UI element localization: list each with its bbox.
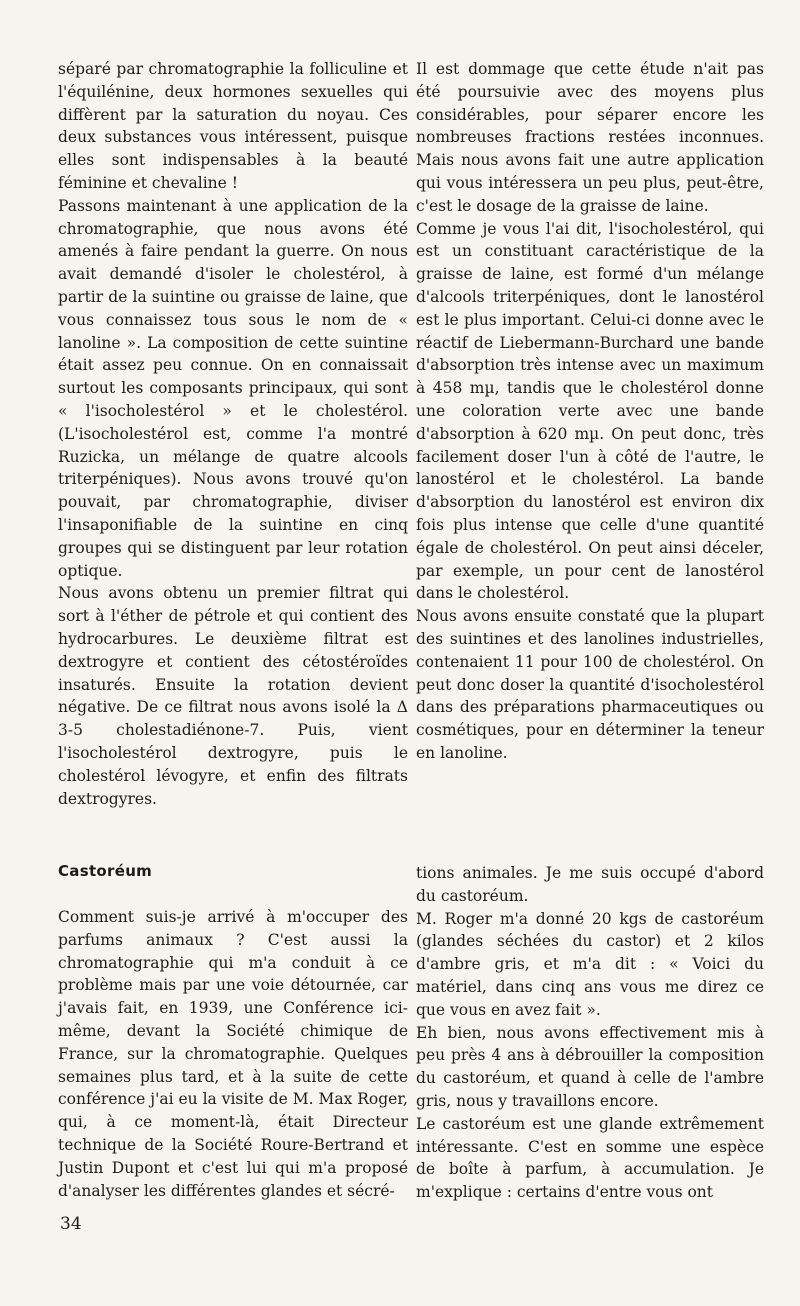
top-right-column [416,58,764,765]
paragraph: Eh bien, nous avons effectivement mis à peu près 4 ans à débrouiller la composition du castoréum, et quand à celle de l'ambre gris, nous y travaillons encore. [416,1023,764,1110]
section-heading: Castoréum [58,862,153,880]
paragraph: Comme je vous l'ai dit, l'isocholestérol, qui est un constituant caractéristique de la graisse de laine, est formé d'un mélange d'alcools triterpéniques, dont le lanostérol est le plus important. Celui-ci donne avec le réactif de Liebermann-Burchard une bande d'absorption très intense avec un maximum à 458 mµ, tandis que le cholestérol donne une coloration verte avec une bande d'absorption à 620 mµ. On peut donc, très facilement doser l'un à côté de l'autre, le lanostérol et le cholestérol. La bande d'absorption du lanostérol est environ dix fois plus intense que celle d'une quantité égale de cholestérol. On peut ainsi déceler, par exemple, un pour cent de lanostérol dans le cholestérol. [416,219,764,603]
paragraph: séparé par chromatographie la folliculine et l'équilénine, deux hormones sexuelles qui diffèrent par la saturation du noyau. Ces deux substances vous intéressent, puisque elles sont indispensables à la beauté féminine et chevaline ! [58,60,408,192]
paragraph: M. Roger m'a donné 20 kgs de castoréum (glandes séchées du castor) et 2 kilos d'ambre gris, et m'a dit : « Voici du matériel, dans cinq ans vous me direz ce que vous en avez fait ». [416,909,764,1019]
page-number: 34 [60,1214,82,1234]
paragraph: Nous avons obtenu un premier filtrat qui sort à l'éther de pétrole et qui contient des hydrocarbures. Le deuxième filtrat est dextrogyre et contient des cétostéroïdes insaturés. Ensuite la rotation devient négative. De ce filtrat nous avons isolé la Δ 3-5 cholestadiénone-7. Puis, vient l'isocholestérol dextrogyre, puis le cholestérol lévogyre, et enfin des filtrats dextrogyres. [58,584,408,808]
paragraph: Le castoréum est une glande extrêmement intéressante. C'est en somme une espèce de boîte à parfum, à accumulation. Je m'explique : certains d'entre vous ont [416,1114,764,1202]
paragraph: Comment suis-je arrivé à m'occuper des parfums animaux ? C'est aussi la chromatographie qui m'a conduit à ce problème mais par une voie détournée, car j'avais fait, en 1939, une Conférence ici-même, devant la Société chimique de France, sur la chromatographie. Quelques semaines plus tard, et à la suite de cette conférence j'ai eu la visite de M. Max Roger, qui, à ce moment-là, était Directeur technique de la Société Roure-Bertrand et Justin Dupont et c'est lui qui m'a proposé d'analyser les différentes glandes et sécré- [58,908,408,1200]
paragraph: tions animales. Je me suis occupé d'abord du castoréum. [416,864,764,905]
bottom-right-column [416,862,764,1204]
paragraph: Il est dommage que cette étude n'ait pas été poursuivie avec des moyens plus considérables, pour séparer encore les nombreuses fractions restées inconnues. Mais nous avons fait une autre application qui vous intéressera un peu plus, peut-être, c'est le dosage de la graisse de laine. [416,60,764,215]
bottom-left-column [58,906,408,1202]
paragraph: Passons maintenant à une application de la chromatographie, que nous avons été amenés à faire pendant la guerre. On nous avait demandé d'isoler le cholestérol, à partir de la suintine ou graisse de laine, que vous connaissez tous sous le nom de « lanoline ». La composition de cette suintine était assez peu connue. On en connaissait surtout les composants principaux, qui sont « l'isocholestérol » et le cholestérol. (L'isocholestérol est, comme l'a montré Ruzicka, un mélange de quatre alcools triterpéniques). Nous avons trouvé qu'on pouvait, par chromatographie, diviser l'insaponifiable de la suintine en cinq groupes qui se distinguent par leur rotation optique. [58,196,408,580]
paragraph: Nous avons ensuite constaté que la plupart des suintines et des lanolines industrielles, contenaient 11 pour 100 de cholestérol. On peut donc doser la quantité d'isocholestérol dans des préparations pharmaceutiques ou cosmétiques, pour en déterminer la teneur en lanoline. [416,607,764,762]
top-left-column [58,58,408,810]
